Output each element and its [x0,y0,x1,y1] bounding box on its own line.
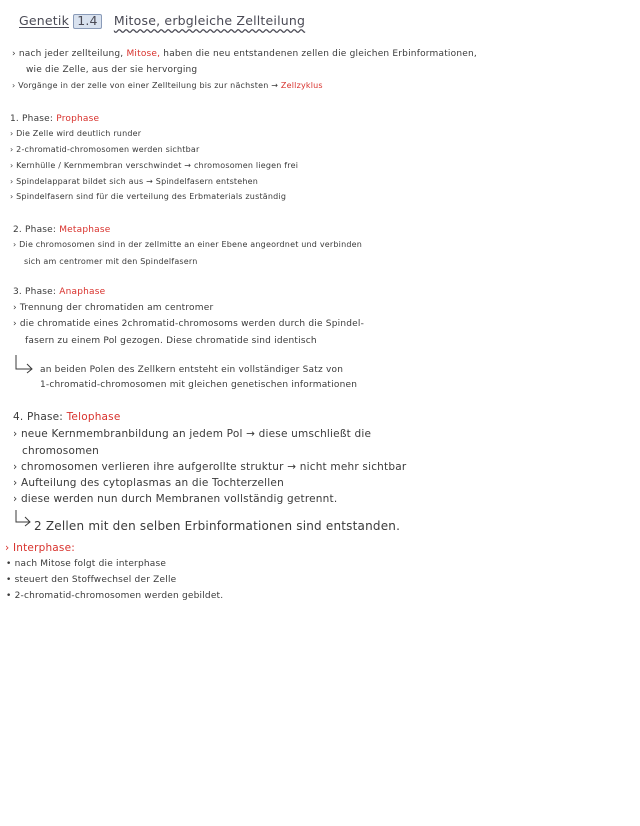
arrow-bullet-icon: › [12,49,19,59]
list-item: › diese werden nun durch Membranen vollständig getrennt. [13,493,338,505]
subject-title: Genetik [19,13,70,28]
intro-line-2: wie die Zelle, aus der sie hervorging [26,65,198,75]
list-item: • nach Mitose folgt die interphase [6,559,167,569]
list-item: › Die Zelle wird deutlich runder [10,129,142,138]
phase-2-line-2: sich am centromer mit den Spindelfasern [24,257,198,266]
list-item: › Spindelfasern sind für die verteilung des Erbmaterials zuständig [10,192,287,201]
phase-4-heading: 4. Phase: Telophase [13,411,121,423]
phase-1-heading: 1. Phase: Prophase [10,114,100,124]
phase-2-line-1: › Die chromosomen sind in der zellmitte an einer Ebene angeordnet und verbinden [13,240,363,249]
list-item: › 2-chromatid-chromosomen werden sichtbar [10,145,200,154]
intro-line-3: › Vorgänge in der zelle von einer Zellteilung bis zur nächsten → Zellzyklus [12,81,323,90]
list-item-continued: chromosomen [22,445,100,457]
list-item-continued: fasern zu einem Pol gezogen. Diese chromatide sind identisch [25,336,317,346]
list-item: › die chromatide eines 2chromatid-chromosoms werden durch die Spindel- [13,319,365,329]
result-arrow-icon [14,510,36,528]
interphase-heading: › Interphase: [5,542,76,554]
list-item: › Trennung der chromatiden am centromer [13,303,214,313]
list-item: › chromosomen verlieren ihre aufgerollte struktur → nicht mehr sichtbar [13,461,407,473]
list-item: › Kernhülle / Kernmembran verschwindet → chromosomen liegen frei [10,161,299,170]
intro-line-1: › nach jeder zellteilung, Mitose, haben die neu entstandenen zellen die gleichen Erbinformationen, [12,49,477,59]
list-item: • 2-chromatid-chromosomen werden gebildet. [6,591,224,601]
result-arrow-icon [14,355,36,373]
phase-3-heading: 3. Phase: Anaphase [13,287,106,297]
phase-3-result-line-2: 1-chromatid-chromosomen mit gleichen genetischen informationen [40,380,358,390]
phase-3-result-line-1: an beiden Polen des Zellkern entsteht ein vollständiger Satz von [40,365,344,375]
header [19,14,305,29]
phase-2-heading: 2. Phase: Metaphase [13,225,111,235]
list-item: › Aufteilung des cytoplasmas an die Tochterzellen [13,477,284,489]
list-item: › neue Kernmembranbildung an jedem Pol → diese umschließt die [13,428,372,440]
list-item: • steuert den Stoffwechsel der Zelle [6,575,177,585]
phase-4-result: 2 Zellen mit den selben Erbinformationen sind entstanden. [34,519,401,533]
topic-title: Mitose, erbgleiche Zellteilung [113,13,306,28]
arrow-bullet-icon: › [12,81,19,90]
section-number: 1.4 [73,14,101,29]
list-item: › Spindelapparat bildet sich aus → Spindelfasern entstehen [10,177,259,186]
